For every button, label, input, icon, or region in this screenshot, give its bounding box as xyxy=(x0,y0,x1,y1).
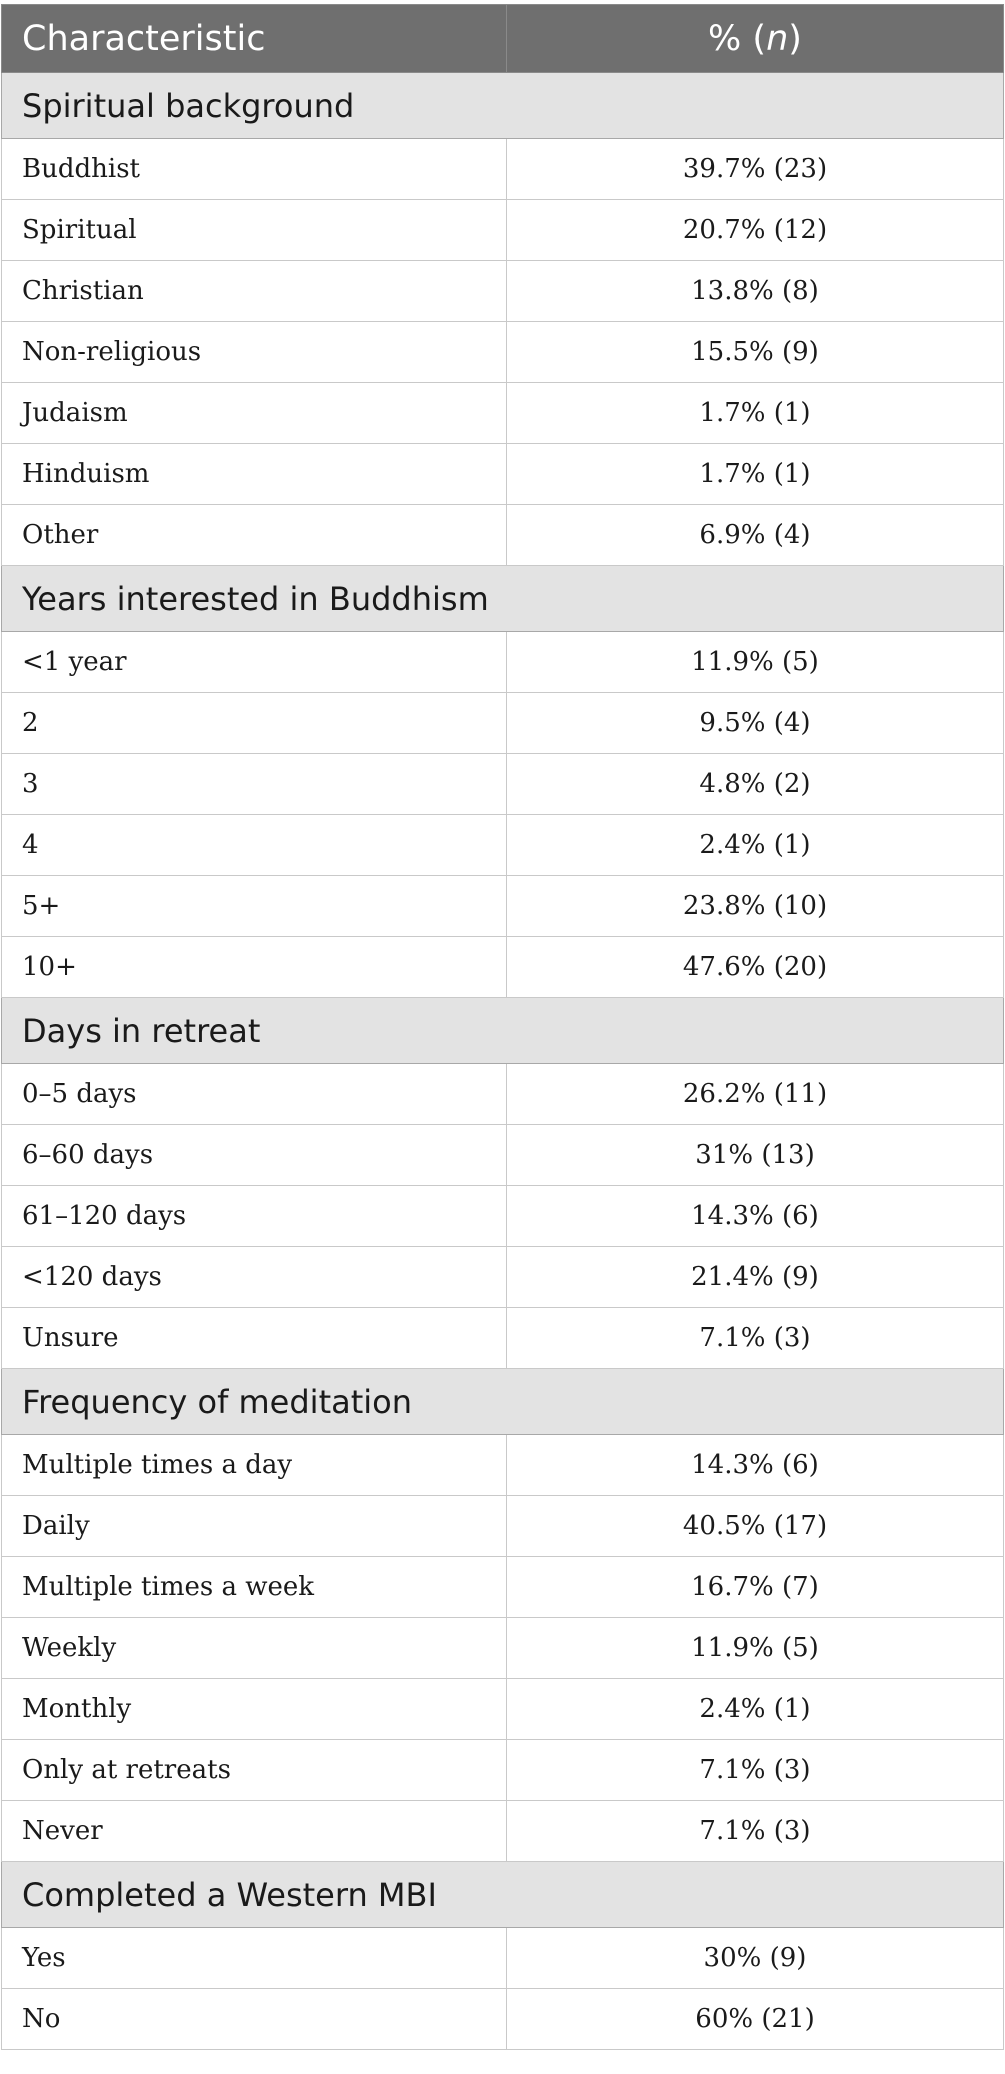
table-row xyxy=(2,1496,1004,1557)
table-row xyxy=(2,1740,1004,1801)
row-value: 7.1% (3) xyxy=(507,1740,1004,1801)
row-label: Buddhist xyxy=(2,139,507,200)
table-row xyxy=(2,1064,1004,1125)
row-value: 30% (9) xyxy=(507,1928,1004,1989)
row-label: Multiple times a week xyxy=(2,1557,507,1618)
row-value: 47.6% (20) xyxy=(507,937,1004,998)
row-value: 14.3% (6) xyxy=(507,1435,1004,1496)
table-row xyxy=(2,632,1004,693)
row-value: 11.9% (5) xyxy=(507,1618,1004,1679)
row-label: Spiritual xyxy=(2,200,507,261)
row-value: 16.7% (7) xyxy=(507,1557,1004,1618)
row-label: 2 xyxy=(2,693,507,754)
row-value: 15.5% (9) xyxy=(507,322,1004,383)
row-label: <1 year xyxy=(2,632,507,693)
row-value: 7.1% (3) xyxy=(507,1308,1004,1369)
table-row xyxy=(2,1186,1004,1247)
table-row xyxy=(2,754,1004,815)
row-value: 13.8% (8) xyxy=(507,261,1004,322)
section-title: Frequency of meditation xyxy=(2,1369,1004,1435)
row-label: Hinduism xyxy=(2,444,507,505)
row-label: Multiple times a day xyxy=(2,1435,507,1496)
table-row xyxy=(2,815,1004,876)
table-header-row xyxy=(2,5,1004,73)
row-label: 6–60 days xyxy=(2,1125,507,1186)
table-row xyxy=(2,383,1004,444)
row-label: Judaism xyxy=(2,383,507,444)
row-value: 60% (21) xyxy=(507,1989,1004,2050)
row-value: 1.7% (1) xyxy=(507,444,1004,505)
section-title: Years interested in Buddhism xyxy=(2,566,1004,632)
table-row xyxy=(2,1679,1004,1740)
table-row xyxy=(2,937,1004,998)
row-value: 26.2% (11) xyxy=(507,1064,1004,1125)
row-label: No xyxy=(2,1989,507,2050)
row-value: 11.9% (5) xyxy=(507,632,1004,693)
row-label: Never xyxy=(2,1801,507,1862)
row-value: 2.4% (1) xyxy=(507,815,1004,876)
table-row xyxy=(2,876,1004,937)
section-title: Spiritual background xyxy=(2,73,1004,139)
column-header-percent-suffix: ) xyxy=(788,18,802,59)
row-label: Only at retreats xyxy=(2,1740,507,1801)
row-value: 40.5% (17) xyxy=(507,1496,1004,1557)
table-row xyxy=(2,1557,1004,1618)
row-label: 0–5 days xyxy=(2,1064,507,1125)
row-value: 9.5% (4) xyxy=(507,693,1004,754)
row-label: Daily xyxy=(2,1496,507,1557)
section-row xyxy=(2,73,1004,139)
section-title: Completed a Western MBI xyxy=(2,1862,1004,1928)
column-header-percent-prefix: % ( xyxy=(708,18,767,59)
section-row xyxy=(2,1369,1004,1435)
table-row xyxy=(2,1125,1004,1186)
row-label: 61–120 days xyxy=(2,1186,507,1247)
section-title: Days in retreat xyxy=(2,998,1004,1064)
table-row xyxy=(2,1618,1004,1679)
table-row xyxy=(2,1928,1004,1989)
table-row xyxy=(2,693,1004,754)
row-label: Unsure xyxy=(2,1308,507,1369)
table-row xyxy=(2,1308,1004,1369)
table-row xyxy=(2,1801,1004,1862)
row-value: 4.8% (2) xyxy=(507,754,1004,815)
table-row xyxy=(2,1435,1004,1496)
row-label: <120 days xyxy=(2,1247,507,1308)
table-row xyxy=(2,139,1004,200)
row-value: 6.9% (4) xyxy=(507,505,1004,566)
column-header-characteristic: Characteristic xyxy=(2,5,507,73)
table-row xyxy=(2,1247,1004,1308)
section-row xyxy=(2,566,1004,632)
row-value: 7.1% (3) xyxy=(507,1801,1004,1862)
row-label: Christian xyxy=(2,261,507,322)
row-label: Yes xyxy=(2,1928,507,1989)
table-row xyxy=(2,505,1004,566)
row-label: Monthly xyxy=(2,1679,507,1740)
row-label: Weekly xyxy=(2,1618,507,1679)
table-row xyxy=(2,200,1004,261)
table-row xyxy=(2,261,1004,322)
row-label: 10+ xyxy=(2,937,507,998)
column-header-percent xyxy=(507,5,1004,73)
row-value: 20.7% (12) xyxy=(507,200,1004,261)
row-value: 31% (13) xyxy=(507,1125,1004,1186)
row-value: 1.7% (1) xyxy=(507,383,1004,444)
section-row xyxy=(2,1862,1004,1928)
row-value: 39.7% (23) xyxy=(507,139,1004,200)
row-value: 23.8% (10) xyxy=(507,876,1004,937)
column-header-percent-n: n xyxy=(766,18,789,59)
section-row xyxy=(2,998,1004,1064)
row-label: 4 xyxy=(2,815,507,876)
row-label: 3 xyxy=(2,754,507,815)
row-value: 14.3% (6) xyxy=(507,1186,1004,1247)
row-label: 5+ xyxy=(2,876,507,937)
row-value: 21.4% (9) xyxy=(507,1247,1004,1308)
table-row xyxy=(2,1989,1004,2050)
row-label: Non-religious xyxy=(2,322,507,383)
table-row xyxy=(2,444,1004,505)
characteristics-table xyxy=(1,4,1004,2050)
table-row xyxy=(2,322,1004,383)
row-value: 2.4% (1) xyxy=(507,1679,1004,1740)
row-label: Other xyxy=(2,505,507,566)
table-body xyxy=(2,73,1004,2050)
